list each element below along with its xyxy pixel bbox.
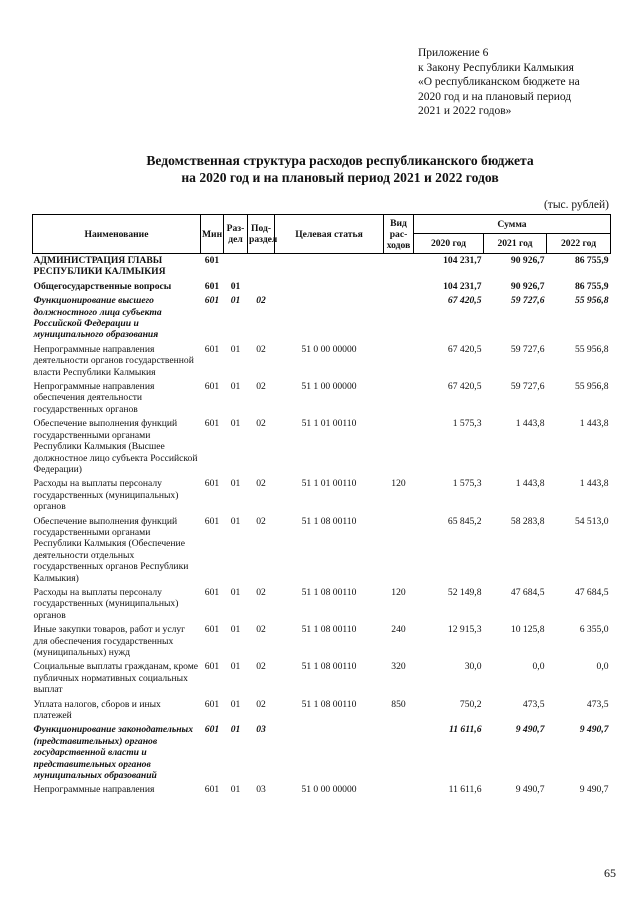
cell-min: 601 [204, 784, 220, 796]
cell-rz: 01 [230, 698, 241, 710]
cell-cs: 51 1 01 00110 [301, 478, 357, 490]
cell-cs: 51 0 00 00000 [301, 343, 357, 355]
cell-y2022: 1 443,8 [579, 418, 609, 430]
cell-y2021: 90 926,7 [510, 280, 545, 292]
cell-min: 601 [204, 255, 220, 266]
cell-cs [275, 723, 384, 783]
cell-min: 601 [204, 586, 220, 598]
cell-y2020: 52 149,8 [447, 586, 482, 598]
cell-rz: 01 [230, 661, 241, 673]
cell-vr: 120 [391, 586, 406, 598]
table-row [33, 515, 611, 586]
cell-name: Уплата налогов, сборов и иных платежей [33, 698, 161, 722]
table-row [33, 254, 611, 280]
cell-pr: 02 [256, 343, 266, 355]
cell-rz: 01 [230, 624, 241, 636]
cell-pr [248, 254, 275, 280]
cell-name: Иные закупки товаров, работ и услуг для обеспечения государственных (муниципальных) нужд [33, 624, 186, 658]
cell-y2021: 9 490,7 [515, 784, 545, 796]
cell-rz: 01 [230, 784, 241, 796]
cell-vr: 320 [391, 661, 406, 673]
cell-pr: 02 [256, 515, 266, 527]
cell-name: Обеспечение выполнения функций государственными органами Республики Калмыкия (Обеспечение деятельности отдельных государственных органов Республики Калмыкия) [33, 515, 189, 584]
header-target: Целевая статья [275, 215, 384, 254]
cell-y2020: 67 420,5 [447, 381, 482, 393]
header-2021: 2021 год [484, 234, 547, 254]
table-row [33, 343, 611, 380]
cell-y2021: 1 443,8 [515, 478, 545, 490]
cell-y2020: 1 575,3 [452, 418, 482, 430]
cell-rz: 01 [230, 515, 241, 527]
cell-vr: 120 [391, 478, 406, 490]
cell-vr: 240 [391, 624, 406, 636]
table-row [33, 380, 611, 417]
cell-name: Расходы на выплаты персоналу государственных (муниципальных) органов [33, 478, 179, 513]
cell-rz: 01 [230, 280, 241, 292]
cell-rz: 01 [230, 478, 241, 490]
table-row [33, 783, 611, 797]
units-label: (тыс. рублей) [543, 199, 609, 211]
cell-cs: 51 1 01 00110 [301, 418, 357, 430]
table-row [33, 280, 611, 294]
table-row [33, 477, 611, 514]
cell-y2020: 11 611,6 [448, 724, 482, 736]
cell-y2022: 55 956,8 [574, 295, 609, 307]
header-name: Наименование [33, 215, 201, 254]
cell-min: 601 [204, 280, 220, 292]
cell-rz: 01 [230, 381, 241, 393]
cell-cs: 51 1 08 00110 [301, 661, 357, 673]
cell-min: 601 [204, 343, 220, 355]
expenditure-table [32, 214, 611, 798]
cell-y2021: 59 727,6 [510, 295, 545, 307]
cell-y2022: 55 956,8 [574, 381, 609, 393]
header-vid: Вид рас- ходов [384, 215, 414, 254]
cell-vr [384, 294, 414, 343]
cell-y2020: 104 231,7 [443, 280, 482, 292]
cell-cs: 51 0 00 00000 [301, 784, 357, 796]
cell-y2021: 59 727,6 [510, 343, 545, 355]
cell-name: Непрограммные направления [33, 784, 155, 796]
cell-name: Функционирование законодательных (представительных) органов государственной власти и представительных органов муниципальных образований [33, 724, 193, 782]
cell-y2021: 10 125,8 [510, 624, 545, 636]
cell-cs: 51 1 08 00110 [301, 624, 357, 636]
cell-vr [384, 783, 414, 797]
cell-y2022: 9 490,7 [579, 724, 609, 736]
header-min: Мин [201, 215, 224, 254]
table-body [33, 254, 611, 798]
cell-rz: 01 [230, 295, 241, 307]
table-row [33, 417, 611, 477]
cell-cs [275, 280, 384, 294]
cell-min: 601 [204, 381, 220, 393]
cell-vr [384, 417, 414, 477]
cell-y2021: 59 727,6 [510, 381, 545, 393]
cell-y2022: 55 956,8 [574, 343, 609, 355]
cell-name: Непрограммные направления обеспечения деятельности государственных органов [33, 381, 155, 415]
cell-cs: 51 1 00 00000 [301, 381, 357, 393]
cell-rz: 01 [230, 418, 241, 430]
cell-y2020: 12 915,3 [447, 624, 482, 636]
cell-y2022: 86 755,9 [574, 255, 609, 266]
cell-name: Социальные выплаты гражданам, кроме публичных нормативных социальных выплат [33, 661, 199, 696]
cell-y2022: 1 443,8 [579, 478, 609, 490]
page-number: 65 [604, 866, 616, 880]
cell-min: 601 [204, 295, 220, 307]
cell-min: 601 [204, 624, 220, 636]
cell-y2022: 54 513,0 [574, 515, 609, 527]
cell-y2020: 67 420,5 [447, 343, 482, 355]
table-row [33, 586, 611, 623]
cell-y2021: 0,0 [532, 661, 545, 673]
cell-cs: 51 1 08 00110 [301, 586, 357, 598]
appendix-line: 2021 и 2022 годов» [418, 105, 512, 117]
cell-vr [384, 723, 414, 783]
cell-name: АДМИНИСТРАЦИЯ ГЛАВЫ РЕСПУБЛИКИ КАЛМЫКИЯ [33, 255, 166, 278]
table-row [33, 698, 611, 724]
cell-min: 601 [204, 478, 220, 490]
cell-min: 601 [204, 661, 220, 673]
cell-name: Общегосударственные вопросы [33, 280, 172, 292]
table-row [33, 660, 611, 697]
cell-pr: 02 [256, 295, 266, 307]
cell-name: Функционирование высшего должностного лица субъекта Российской Федерации и муниципального образования [33, 295, 162, 341]
cell-y2021: 9 490,7 [515, 724, 545, 736]
cell-y2020: 67 420,5 [447, 295, 482, 307]
cell-name: Расходы на выплаты персоналу государственных (муниципальных) органов [33, 586, 179, 621]
header-podrazdel: Под- раздел [248, 215, 275, 254]
appendix-line: «О республиканском бюджете на [418, 76, 580, 88]
cell-y2020: 1 575,3 [452, 478, 482, 490]
cell-y2021: 1 443,8 [515, 418, 545, 430]
cell-y2021: 58 283,8 [510, 515, 545, 527]
cell-pr: 02 [256, 381, 266, 393]
table-row [33, 723, 611, 783]
appendix-note [418, 46, 633, 119]
cell-vr [384, 280, 414, 294]
cell-pr [248, 280, 275, 294]
appendix-line: к Закону Республики Калмыкия [418, 61, 574, 74]
cell-cs: 51 1 08 00110 [301, 515, 357, 527]
cell-vr [384, 254, 414, 280]
cell-y2022: 6 355,0 [579, 624, 609, 636]
cell-name: Непрограммные направления деятельности органов государственной власти Республики Калмыкия [33, 343, 194, 378]
cell-name: Обеспечение выполнения функций государственными органами Республики Калмыкия (Высшее должностное лицо субъекта Российской Федерации) [33, 418, 198, 475]
cell-rz: 01 [230, 343, 241, 355]
cell-vr [384, 343, 414, 380]
cell-y2021: 47 684,5 [510, 586, 545, 598]
cell-y2022: 86 755,9 [574, 280, 609, 292]
cell-cs [275, 254, 384, 280]
cell-rz: 01 [230, 586, 241, 598]
title-line: на 2020 год и на плановый период 2021 и 2022 годов [181, 170, 499, 185]
cell-pr: 02 [256, 698, 266, 710]
cell-y2021: 90 926,7 [510, 255, 545, 266]
cell-pr: 02 [256, 624, 266, 636]
cell-vr: 850 [391, 698, 406, 710]
cell-y2020: 65 845,2 [447, 515, 482, 527]
cell-min: 601 [204, 418, 220, 430]
header-razdel: Раз- дел [224, 215, 248, 254]
table-row [33, 294, 611, 343]
cell-pr: 03 [256, 724, 266, 736]
cell-y2022: 9 490,7 [579, 784, 609, 796]
cell-pr: 03 [256, 784, 266, 796]
cell-y2022: 0,0 [596, 661, 609, 673]
cell-vr [384, 380, 414, 417]
header-sum: Сумма [414, 215, 611, 234]
cell-y2022: 473,5 [586, 698, 609, 710]
cell-pr: 02 [256, 418, 266, 430]
cell-y2020: 30,0 [464, 661, 482, 673]
cell-rz: 01 [230, 724, 241, 736]
cell-y2020: 11 611,6 [448, 784, 482, 796]
appendix-line: Приложение 6 [418, 47, 489, 59]
cell-min: 601 [204, 698, 220, 710]
document-title [60, 152, 620, 186]
cell-y2020: 104 231,7 [443, 255, 482, 266]
title-line: Ведомственная структура расходов республиканского бюджета [146, 153, 534, 168]
cell-min: 601 [204, 515, 220, 527]
cell-vr [384, 515, 414, 586]
cell-y2022: 47 684,5 [574, 586, 609, 598]
cell-pr: 02 [256, 661, 266, 673]
cell-y2021: 473,5 [522, 698, 545, 710]
cell-pr: 02 [256, 586, 266, 598]
cell-pr: 02 [256, 478, 266, 490]
header-2020: 2020 год [414, 234, 484, 254]
cell-rz [224, 254, 248, 280]
cell-cs [275, 294, 384, 343]
cell-y2020: 750,2 [459, 698, 482, 710]
header-2022: 2022 год [547, 234, 611, 254]
appendix-line: 2020 год и на плановый период [418, 90, 572, 103]
cell-cs: 51 1 08 00110 [301, 698, 357, 710]
cell-min: 601 [204, 724, 220, 736]
table-row [33, 623, 611, 660]
